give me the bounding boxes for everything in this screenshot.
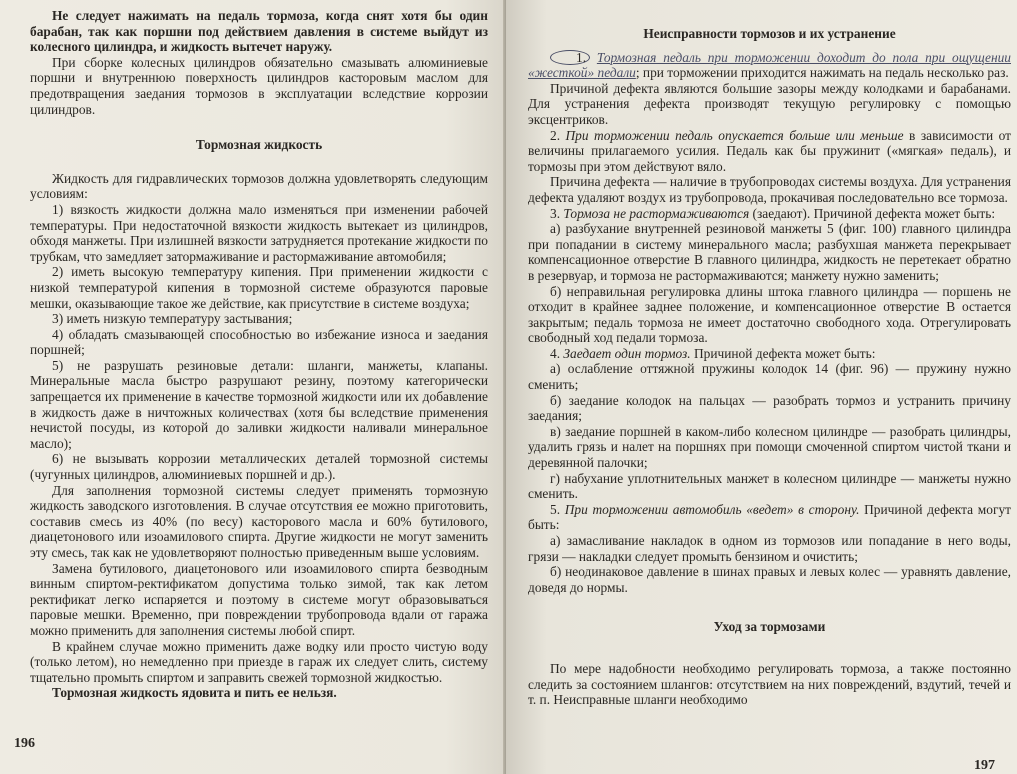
fault-text: в зависимости от величины прилагаемого усилия. Педаль как бы пружинит («мягкая» педаль), и тормозы при этом действуют вяло.: [528, 127, 1011, 174]
warning-paragraph: Тормозная жидкость ядовита и пить ее нельзя.: [52, 685, 337, 701]
fault-title: Тормоза не растормаживаются: [563, 205, 750, 221]
paragraph: При сборке колесных цилиндров обязательно смазывать алюминиевые поршни и внутреннюю поверхность цилиндров касторовым маслом для предотвращения заедания тормозов в эксплуатации вследствие коррозии цилиндров.: [30, 54, 488, 117]
fault-item-2: [528, 128, 1011, 175]
sub-item: а) замасливание накладок в одном из тормозов или попадание в него воды, грязи — накладки следует промыть бензином и очистить;: [528, 533, 1011, 564]
sub-item: в) заедание поршней в каком-либо колесном цилиндре — разобрать цилиндры, удалить грязь и налет на поршнях при помощи смоченной спиртом чистой ткани и деревянной палочки;: [528, 423, 1011, 471]
fault-item-4: [528, 346, 1011, 362]
fault-number: 4.: [550, 345, 561, 361]
fault-number: 2.: [550, 127, 561, 143]
paragraph: В крайнем случае можно применить даже водку или просто чистую воду (только летом), но немедленно при приезде в гараж их следует слить, систему тщательно промыть спиртом и заправить свежей тормозной жидкостью.: [30, 638, 488, 685]
sub-item: г) набухание уплотнительных манжет в колесном цилиндре — манжеты нужно сменить.: [528, 470, 1011, 502]
section-heading: Тормозная жидкость: [195, 137, 323, 153]
fault-item-5: [528, 502, 1011, 533]
list-item: 4) обладать смазывающей способностью во избежание износа и заедания поршней;: [30, 326, 488, 358]
list-item: 1) вязкость жидкости должна мало изменяться при изменении рабочей температуры. При недостаточной вязкости жидкость вытекает из цилиндров, обходя манжеты. При излишней вязкости затрудняется протекание жидкости по трубкам, что замедляет затормаживание и растормаживание автомобиля;: [30, 201, 488, 264]
section-heading: Неисправности тормозов и их устранение: [643, 26, 896, 41]
fault-item-3: [528, 206, 1011, 222]
fault-number: 5.: [550, 501, 561, 517]
fault-title: Заедает один тормоз.: [563, 345, 691, 361]
fault-title: При торможении автомобиль «ведет» в сторону.: [564, 501, 860, 517]
fault-text: Причиной дефекта может быть:: [690, 345, 876, 361]
pen-circle-mark: 1.: [550, 50, 590, 65]
paragraph: Для заполнения тормозной системы следует применять тормозную жидкость заводского изготовления. В случае отсутствия ее можно приготовить, составив смесь из 40% (по весу) касторового масла и 60% бутилового, диацетонового или изоамилового спирта. Другие жидкости не могут заменить эту смесь, так как не удовлетворяют полностью приведенным выше условиям.: [30, 482, 488, 560]
fault-item-1: [528, 50, 1011, 81]
page-number: 196: [14, 736, 35, 751]
fault-cause: Причиной дефекта являются большие зазоры между колодками и барабанами. Для устранения дефекта производят текущую регулировку с помощью эксцентриков.: [528, 80, 1011, 127]
right-page: [506, 0, 1017, 774]
sub-item: б) неправильная регулировка длины штока главного цилиндра — поршень не отходит в крайнее заднее положение, и компенсационное отверстие В остается закрытым; педаль тормоза не имеет достаточно свободного хода. Отрегулировать свободный ход педали тормоза.: [528, 283, 1011, 346]
fault-text: Причиной дефекта могут быть:: [528, 501, 1011, 533]
fault-cause: Причина дефекта — наличие в трубопроводах системы воздуха. Для устранения дефекта удаляют воздух из трубопровода, прокачивая последовательно все тормоза.: [528, 174, 1011, 205]
sub-item: б) неодинаковое давление в шинах правых и левых колес — уравнять давление, доведя до нормы.: [528, 564, 1011, 595]
paragraph: Замена бутилового, диацетонового или изоамилового спирта безводным винным спиртом-ректификатом допустима только зимой, так как летом ректификат легко испаряется и поэтому в системе могут образовываться паровые мешки. Временно, при повреждении трубопровода вдали от гаража можно применить для заполнения системы любой спирт.: [30, 560, 488, 638]
page-number: 197: [974, 758, 995, 773]
list-item: 2) иметь высокую температуру кипения. При применении жидкости с низкой температурой кипения в тормозной системе образуются паровые мешки, оказывающие такое же действие, как присутствие в системе воздуха;: [30, 264, 488, 311]
fault-text: (заедают). Причиной дефекта может быть:: [749, 205, 996, 221]
sub-item: б) заедание колодок на пальцах — разобрать тормоз и устранить причину заедания;: [528, 392, 1011, 424]
fault-title: При торможении педаль опускается больше или меньше: [565, 127, 904, 143]
warning-paragraph: Не следует нажимать на педаль тормоза, когда снят хотя бы один барабан, так как поршни под действием давления в системе выйдут из колесного цилиндра, и жидкость вытечет наружу.: [30, 8, 488, 55]
fault-title: Тормозная педаль при торможении доходит до пола при ощущении «жесткой» педали: [528, 49, 1011, 81]
section-heading: Уход за тормозами: [713, 619, 826, 635]
left-page: [0, 0, 506, 774]
list-item: 6) не вызывать коррозии металлических деталей тормозной системы (чугунных цилиндров, алюминиевых поршней и др.).: [30, 451, 488, 483]
fault-number: 3.: [550, 205, 561, 221]
list-item: 3) иметь низкую температуру застывания;: [52, 311, 293, 327]
sub-item: а) ослабление оттяжной пружины колодок 14 (фиг. 96) — пружину нужно сменить;: [528, 361, 1011, 393]
sub-item: а) разбухание внутренней резиновой манжеты 5 (фиг. 100) главного цилиндра при попадании в систему минерального масла; разбухшая манжета перекрывает компенсационное отверстие В главного цилиндра, жидкость не перетекает обратно в резервуар, и тормоза не растормаживаются; манжету нужно заменить;: [528, 221, 1011, 283]
paragraph: По мере надобности необходимо регулировать тормоза, а также постоянно следить за состоянием шлангов: отсутствием на них повреждений, вздутий, течей и т. п. Неисправные шланги необходимо: [528, 660, 1011, 708]
fault-text: ; при торможении приходится нажимать на педаль несколько раз.: [635, 65, 1009, 81]
list-item: 5) не разрушать резиновые детали: шланги, манжеты, клапаны. Минеральные масла быстро разрушают резину, поэтому категорически запрещается их применение в качестве тормозной жидкости или их добавление в жидкость даже в ничтожных количествах (хотя бы вследствие применения нечистой посуды, из которой до заливки жидкости наливали минеральное масло);: [30, 357, 488, 451]
paragraph: Жидкость для гидравлических тормозов должна удовлетворять следующим условиям:: [30, 170, 488, 202]
